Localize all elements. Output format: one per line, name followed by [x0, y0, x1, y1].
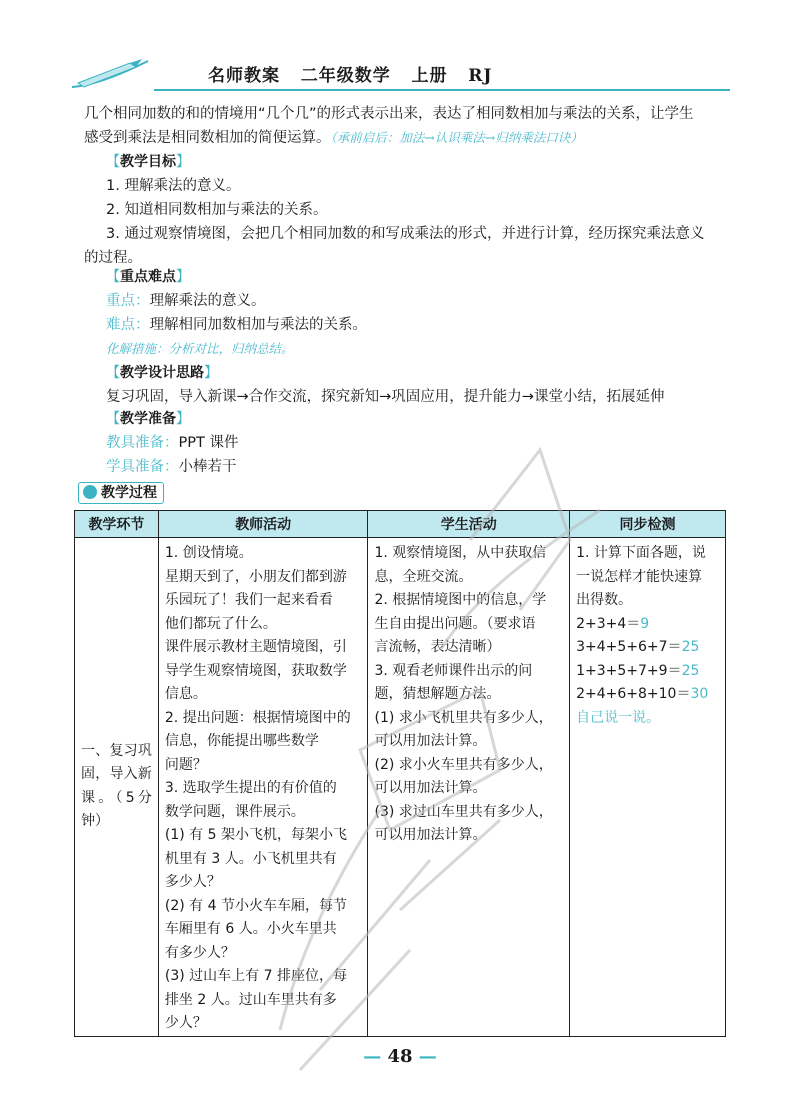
teacher-line: 机里有 3 人。小飞机里共有	[164, 850, 337, 867]
student-line: 可以用加法计算。	[374, 780, 487, 796]
check-answer: 30	[690, 686, 709, 702]
teacher-line: 车厢里有 6 人。小火车里共	[164, 921, 337, 937]
student-line: 3. 观看老师课件出示的问	[374, 662, 533, 679]
design-section	[84, 361, 724, 409]
check-cell	[570, 538, 726, 1037]
teacher-line: 问题？	[164, 756, 207, 773]
student-line: 可以用加法计算。	[374, 827, 487, 843]
teacher-line: 少人？	[164, 1015, 207, 1031]
intro-paragraph	[84, 102, 724, 150]
student-line: 言流畅，表达清晰）	[374, 639, 501, 655]
student-line: 1. 观察情境图，从中获取信	[374, 545, 547, 561]
check-intro-line: 出得数。	[576, 592, 633, 608]
check-item	[576, 683, 721, 707]
objectives-heading: 【教学目标】	[106, 154, 190, 170]
prep-heading-text: 教学准备	[120, 411, 176, 427]
design-heading-text: 教学设计思路	[120, 365, 204, 381]
student-line: (2) 求小火车里共有多少人，	[374, 756, 553, 773]
teacher-line: (3) 过山车上有 7 排座位，每	[164, 968, 347, 984]
check-intro-line: 1. 计算下面各题，说	[576, 545, 706, 561]
check-question: 3+4+5+6+7＝	[576, 639, 682, 655]
teacher-prep	[84, 431, 724, 455]
teacher-line: 课件展示教材主题情境图，引	[164, 639, 347, 655]
student-prep-label: 学具准备：	[106, 459, 179, 475]
student-line: 题，猜想解题方法。	[374, 686, 501, 702]
key-text: 理解乘法的意义。	[149, 293, 266, 309]
col-header-check: 同步检测	[570, 511, 726, 538]
check-question: 1+3+5+7+9＝	[576, 662, 682, 679]
teacher-line: 乐园玩了！我们一起来看看	[164, 592, 333, 608]
teacher-line: 数学问题，课件展示。	[164, 803, 305, 820]
check-item	[576, 613, 721, 637]
intro-line-2-text: 感受到乘法是相同数相加的简便运算。	[84, 130, 331, 146]
header-title: 名师教案 二年级数学 上册 RJ	[208, 66, 493, 86]
teacher-line: 3. 选取学生提出的有价值的	[164, 780, 337, 796]
student-line: (1) 求小飞机里共有多少人，	[374, 709, 553, 726]
teacher-line: 信息，你能提出哪些数学	[164, 733, 319, 749]
teacher-line: 1. 创设情境。	[164, 545, 253, 561]
keypoints-heading-text: 重点难点	[120, 269, 176, 285]
check-answer: 25	[681, 639, 700, 655]
teacher-line: (2) 有 4 节小火车车厢，每节	[164, 897, 347, 914]
teacher-line: 导学生观察情境图，获取数学	[164, 662, 347, 679]
page-number: 48	[387, 1046, 413, 1067]
check-answer: 25	[681, 662, 700, 679]
teacher-line: 多少人？	[164, 874, 221, 890]
objective-item: 3. 通过观察情境图，会把几个相同加数的和写成乘法的形式，并进行计算，经历探究乘法意义	[106, 226, 705, 242]
keypoints-heading: 【重点难点】	[106, 269, 190, 285]
key-label: 重点：	[106, 293, 150, 309]
header-rule	[154, 89, 730, 91]
check-item	[576, 636, 721, 660]
col-header-teacher: 教师活动	[158, 511, 368, 538]
student-prep	[84, 455, 724, 479]
difficult-label: 难点：	[106, 317, 150, 333]
key-point	[84, 289, 724, 313]
difficult-point	[84, 313, 724, 337]
check-answer: 9	[640, 615, 650, 632]
pen-icon	[70, 57, 150, 91]
intro-line-1: 几个相同加数的和的情境用“几个几”的形式表示出来，表达了相同数相加与乘法的关系，让学生	[84, 106, 694, 122]
keypoints-note: 化解措施：分析对比，归纳总结。	[106, 341, 294, 356]
process-label	[78, 482, 164, 504]
check-question: 2+4+6+8+10＝	[576, 686, 691, 702]
objective-item: 的过程。	[84, 250, 142, 266]
objectives-section	[84, 150, 724, 270]
intro-line-2	[84, 126, 724, 150]
student-activity-cell	[368, 538, 570, 1037]
check-question: 2+3+4＝	[576, 615, 641, 632]
difficult-text: 理解相同加数相加与乘法的关系。	[149, 317, 367, 333]
teacher-line: 他们都玩了什么。	[164, 615, 277, 632]
process-table	[74, 510, 726, 1037]
col-header-stage: 教学环节	[75, 511, 159, 538]
objective-item: 2. 知道相同数相加与乘法的关系。	[106, 202, 328, 218]
teacher-line: 排坐 2 人。过山车里共有多	[164, 991, 337, 1008]
table-header-row	[75, 511, 726, 538]
student-line: (3) 求过山车里共有多少人，	[374, 803, 553, 820]
teacher-line: 信息。	[164, 686, 207, 702]
student-line: 生自由提出问题。（要求语	[374, 615, 536, 632]
teacher-activity-cell	[158, 538, 368, 1037]
check-item	[576, 660, 721, 684]
teacher-prep-text: PPT 课件	[178, 435, 239, 451]
process-label-text: 教学过程	[101, 485, 157, 501]
check-intro-line: 一说怎样才能快速算	[576, 568, 703, 585]
teacher-line: 星期天到了，小朋友们都到游	[164, 568, 347, 585]
teacher-line: 2. 提出问题：根据情境图中的	[164, 709, 351, 726]
stage-cell: 一、复习巩固，导入新课。（5分钟）	[75, 538, 159, 1037]
check-outro: 自己说一说。	[576, 709, 661, 726]
objective-item: 1. 理解乘法的意义。	[106, 178, 241, 194]
student-prep-text: 小棒若干	[178, 459, 237, 475]
keypoints-section	[84, 265, 724, 361]
page-header	[70, 55, 730, 95]
teacher-line: 有多少人？	[164, 944, 235, 961]
process-icon	[83, 485, 97, 499]
page-footer: — 48 —	[363, 1046, 437, 1067]
col-header-student: 学生活动	[368, 511, 570, 538]
table-row	[75, 538, 726, 1037]
teacher-prep-label: 教具准备：	[106, 435, 179, 451]
design-text: 复习巩固，导入新课→合作交流，探究新知→巩固应用，提升能力→课堂小结，拓展延伸	[106, 389, 665, 405]
student-line: 2. 根据情境图中的信息，学	[374, 592, 547, 608]
objectives-heading-text: 教学目标	[120, 154, 176, 170]
teacher-line: (1) 有 5 架小飞机，每架小飞	[164, 827, 347, 843]
prep-section	[84, 407, 724, 479]
design-heading: 【教学设计思路】	[106, 365, 218, 381]
student-line: 可以用加法计算。	[374, 733, 487, 749]
student-line: 息，全班交流。	[374, 568, 473, 585]
prep-heading: 【教学准备】	[106, 411, 190, 427]
intro-note: （承前启后：加法→认识乘法→归纳乘法口诀）	[330, 130, 583, 145]
